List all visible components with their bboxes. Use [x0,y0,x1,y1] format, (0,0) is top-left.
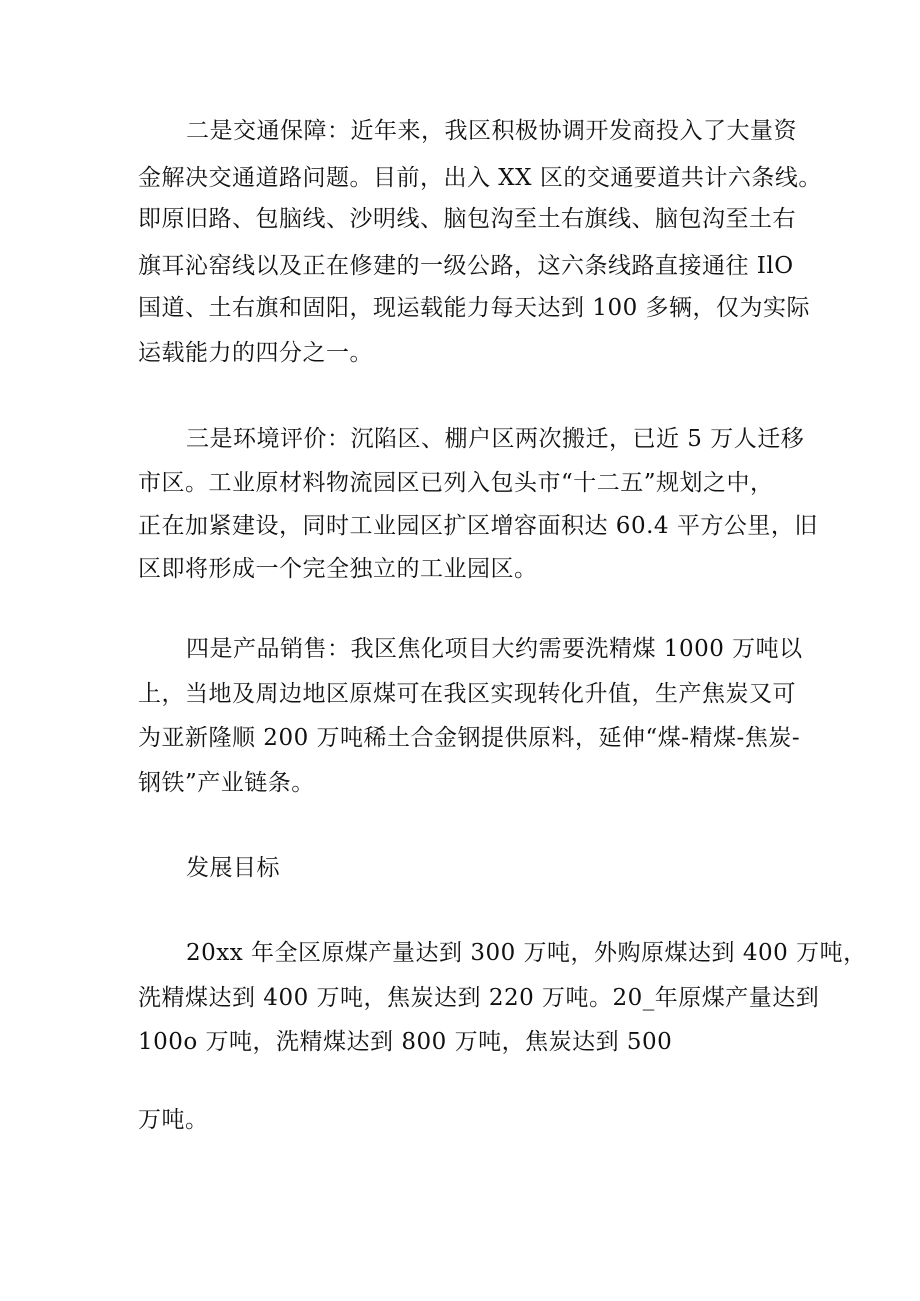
paragraph-1-line-1: 二是交通保障：近年来，我区积极协调开发商投入了大量资 [186,118,797,144]
paragraph-3-line-2: 上，当地及周边地区原煤可在我区实现转化升值，生产焦炭又可 [138,681,796,707]
paragraph-1-line-2: 金解决交通道路问题。目前，出入 XX 区的交通要道共计六条线。 [138,165,822,191]
paragraph-1-line-6: 运载能力的四分之一。 [138,340,373,366]
section-heading: 发展目标 [186,855,280,881]
paragraph-2-line-3: 正在加紧建设，同时工业园区扩区增容面积达 60.4 平方公里，旧 [138,513,818,539]
paragraph-5-line-3: 100o 万吨，洗精煤达到 800 万吨，焦炭达到 500 [138,1029,673,1055]
paragraph-2-line-4: 区即将形成一个完全独立的工业园区。 [138,556,538,582]
paragraph-3-line-1: 四是产品销售：我区焦化项目大约需要洗精煤 1000 万吨以 [186,636,803,662]
paragraph-1-line-5: 国道、土右旗和固阳，现运载能力每天达到 100 多辆，仅为实际 [138,295,811,321]
paragraph-2-line-1: 三是环境评价：沉陷区、棚户区两次搬迁，已近 5 万人迁移 [186,426,805,452]
paragraph-1-line-3: 即原旧路、包脑线、沙明线、脑包沟至土右旗线、脑包沟至土右 [138,206,796,232]
paragraph-1-line-4: 旗耳沁窑线以及正在修建的一级公路，这六条线路直接通往 IlO [138,253,794,279]
paragraph-3-line-3: 为亚新隆顺 200 万吨稀土合金钢提供原料，延伸“煤-精煤-焦炭- [138,725,801,751]
paragraph-5-line-2: 洗精煤达到 400 万吨，焦炭达到 220 万吨。20_年原煤产量达到 [138,985,820,1011]
paragraph-3-line-4: 钢铁”产业链条。 [138,770,315,796]
paragraph-5-line-1: 20xx 年全区原煤产量达到 300 万吨，外购原煤达到 400 万吨， [186,940,867,966]
paragraph-2-line-2: 市区。工业原材料物流园区已列入包头市“十二五”规划之中， [138,470,774,496]
paragraph-6-line-1: 万吨。 [138,1107,209,1133]
